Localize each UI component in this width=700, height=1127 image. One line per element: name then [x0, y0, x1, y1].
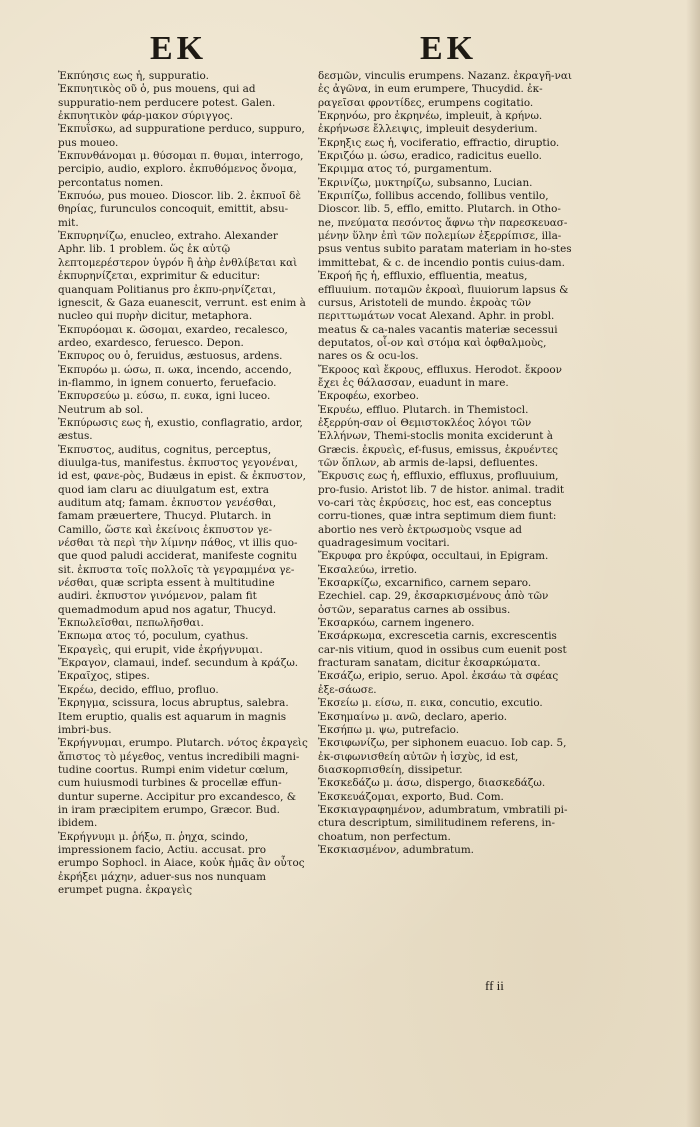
- dictionary-entry: Ἐκροή ῆς ἡ, effluxio, effluentia, meatus, effluuium. ποταμῶν ἐκροαὶ, fluuiorum lapsus & cursus, Aristoteli de mundo. ἐκροὰς τῶν περιττωμάτων vocat Alexand. Aphr. in probl. meatus & ca-nales vacantis materiæ secessui deputatos, οἷ-ον καὶ στόμα καὶ ὀφθαλμοὺς, nares os & ocu-los.: [318, 270, 569, 363]
- dictionary-entry: Ἔκροος καὶ ἔκρους, effluxus. Herodot. ἔκροον ἔχει ἐς θάλασσαν, euadunt in mare.: [318, 363, 562, 389]
- page-header: [0, 30, 700, 74]
- dictionary-entry: Ἐκσείω μ. είσω, π. εικα, concutio, excutio.: [318, 697, 543, 710]
- dictionary-entry: Ἐκραγεὶς, qui erupit, vide ἐκρήγνυμαι.: [58, 643, 263, 656]
- dictionary-entry: Ἐκσιφωνίζω, per siphonem euacuo. Iob cap. 5, ἐκ-σιφωνισθείη αὐτῶν ἡ ἰσχὺς, id est, διασκορπισθείη, dissipetur.: [318, 737, 567, 776]
- dictionary-entry: Ἐκπυρόομαι κ. ῶσομαι, exardeo, recalesco, ardeo, exardesco, feruesco. Depon.: [58, 323, 288, 349]
- right-column: [318, 70, 576, 857]
- dictionary-entry: Ἐκρέω, decido, effluo, profluo.: [58, 683, 219, 696]
- dictionary-entry: Ἐκπυρσεύω μ. εύσω, π. ευκα, igni luceo. Neutrum ab sol.: [58, 390, 271, 416]
- dictionary-entry: Ἐκρηνόω, pro ἐκρηνέω, impleuit, à κρήνω. ἐκρήνωσε ἔλλειψις, impleuit desyderium.: [318, 110, 543, 136]
- dictionary-entry: Ἐκσκευάζομαι, exporto, Bud. Com.: [318, 790, 504, 803]
- dictionary-entry: Ἐκσαλεύω, irretio.: [318, 563, 418, 576]
- dictionary-entry: Ἐκπυρος ου ὁ, feruidus, æstuosus, ardens.: [58, 350, 283, 363]
- dictionary-entry: Ἐκπυΐσκω, ad suppuratione perduco, suppuro, pus moueo.: [58, 123, 305, 149]
- dictionary-entry: Ἐκπύρωσις εως ἡ, exustio, conflagratio, ardor, æstus.: [58, 416, 303, 443]
- page-edge-shadow: [686, 0, 700, 1127]
- running-head-left: EK: [150, 30, 208, 67]
- dictionary-entry: Ἐκπυρόω μ. ώσω, π. ωκα, incendo, accendo, in-flammo, in ignem conuerto, feruefacio.: [58, 363, 292, 389]
- dictionary-entry: Ἐκσάρκωμα, excrescetia carnis, excrescentis car-nis vitium, quod in ossibus cum euenit post fracturam sanatam, dicitur ἐκσαρκώματα.: [318, 630, 567, 670]
- dictionary-entry: Ἐκριπίζω, follibus accendo, follibus ventilo, Dioscor. lib. 5, efflo, emitto. Plutarch. in Otho-ne, πνεύματα πεσόντος ἄφνω τὴν παρεσκευασ-μένην ὕλην ἐπὶ τῶν πολεμίων ἐξερρίπισε, illa-psus ventus subito paratam materiam in ho-stes immittebat, & c. de incendio pontis cuius-dam.: [318, 190, 572, 269]
- dictionary-entry: Ἔκρυφα pro ἐκρύφα, occultaui, in Epigram.: [318, 550, 549, 563]
- dictionary-entry: Ἐκπυόω, pus moueo. Dioscor. lib. 2. ἐκπυοῖ δὲ θηρίας, furunculos concoquit, emittit, absu-mit.: [58, 190, 301, 229]
- running-head-right: EK: [420, 30, 478, 67]
- dictionary-entry: Ἐκσκιαγραφημένον, adumbratum, vmbratili pi-ctura descriptum, similitudinem referens, in-choatum, non perfectum.: [318, 803, 568, 843]
- dictionary-entry: Ἐκσαρκόω, carnem ingenero.: [318, 617, 475, 630]
- dictionary-entry: Ἐκριμμα ατος τό, purgamentum.: [318, 163, 492, 176]
- dictionary-entry: Ἐκπωμα ατος τό, poculum, cyathus.: [58, 630, 249, 643]
- left-column: [58, 70, 308, 897]
- dictionary-entry: Ἐκριζόω μ. ώσω, eradico, radicitus euello.: [318, 150, 542, 163]
- dictionary-entry: Ἔκρυσις εως ἡ, effluxio, effluxus, profluuium, pro-fusio. Aristot lib. 7 de histor. animal. tradit vo-cari τὰς ἐκρύσεις, hoc est, eas conceptus corru-tiones, quæ intra septimum diem fiunt: abortio nes verò ἐκτρωσμοὺς vsque ad quadragesimum vocitari.: [318, 470, 565, 550]
- dictionary-entry: Ἐκσήπω μ. ψω, putrefacio.: [318, 723, 460, 736]
- dictionary-entry: Ἐκπυητικὸς οῦ ὁ, pus mouens, qui ad suppuratio-nem perducere potest. Galen. ἐκπυητικὸν φάρ-μακον σύριγγος.: [58, 83, 276, 123]
- dictionary-entry: Ἐκσαρκίζω, excarnifico, carnem separo. Ezechiel. cap. 29, ἐκσαρκισμένους ἀπὸ τῶν ὀστῶν, separatus carnes ab ossibus.: [318, 577, 549, 616]
- dictionary-entry: Ἐκπυρηνίζω, enucleo, extraho. Alexander Aphr. lib. 1 problem. ὥς ἐκ αὐτῷ λεπτομερέστερον ὑγρόν ἢ ἀὴρ ἐνθλίβεται καὶ ἐκπυρηνίζεται, exprimitur & educitur: quanquam Politianus pro ἐκπυ-ρηνίζεται, ignescit, & Gaza euanescit, verrunt. est enim à nucleo qui πυρὴν dicitur, metaphora.: [58, 230, 306, 323]
- dictionary-entry: δεσμῶν, vinculis erumpens. Nazanz. ἐκραγῆ-ναι ἐς ἀγῶνα, in eum erumpere, Thucydid. ἐκ-ραγεῖσαι φροντίδες, erumpens cogitatio.: [318, 70, 572, 109]
- dictionary-entry: Ἐκπύησις εως ἡ, suppuratio.: [58, 70, 209, 82]
- dictionary-entry: Ἐκροφέω, exorbeo.: [318, 390, 419, 403]
- dictionary-entry: Ἐκρηξις εως ἡ, vociferatio, effractio, diruptio.: [318, 136, 560, 149]
- signature-mark: ff ii: [485, 978, 504, 993]
- dictionary-entry: Ἐκπυνθάνομαι μ. θύσομαι π. θυμαι, interrogo, percipio, audio, exploro. ἐκπυθόμενος ὄνομα, percontatus nomen.: [58, 150, 304, 189]
- dictionary-entry: Ἐκρινίζω, μυκτηρίζω, subsanno, Lucian.: [318, 176, 533, 189]
- dictionary-entry: Ἐκσημαίνω μ. ανῶ, declaro, aperio.: [318, 710, 508, 723]
- dictionary-entry: Ἐκπυστος, auditus, cognitus, perceptus, diuulga-tus, manifestus. ἐκπυστος γεγονέναι, id est, φανε-ρὸς, Budæus in epist. & ἐκπυστον, quod iam claru ac diuulgatum est, extra auditum atq; famam. ἐκπυστον γενέσθαι, famam præuertere, Thucyd. Plutarch. in Camillo, ὥστε καὶ ἐκείνοις ἐκπυστον γε-νέσθαι τὰ περὶ τὴν λίμνην πάθος, vt illis quo-que quod paludi acciderat, manifeste cognitu sit. ἐκπυστα τοῖς πολλοῖς τὰ γεγραμμένα γε-νέσθαι, quæ scripta essent à multitudine audiri. ἐκπυστον γινόμενον, palam fit quemadmodum apud nos agatur, Thucyd.: [58, 443, 306, 616]
- dictionary-entry: Ἔκραγον, clamaui, indef. secundum à κράζω.: [58, 657, 299, 670]
- dictionary-entry: Ἐκπωλεῖσθαι, πεπωλῆσθαι.: [58, 617, 204, 630]
- dictionary-entry: Ἐκσάζω, eripio, seruo. Apol. ἐκσάω τὰ σφέας ἐξε-σάωσε.: [318, 670, 559, 696]
- dictionary-entry: Ἐκρυέω, effluo. Plutarch. in Themistocl. ἐξερρύη-σαν οἱ Θεμιστοκλέος λόγοι τῶν Ἑλλήνων, Themi-stoclis monita exciderunt à Græcis. ἐκρυεὶς, ef-fusus, emissus, ἐκρυέντες τῶν ὅπλων, ab armis de-lapsi, defluentes.: [318, 403, 558, 469]
- dictionary-entry: Ἐκσκιασμένον, adumbratum.: [318, 843, 474, 856]
- dictionary-entry: Ἐκσκεδάζω μ. άσω, dispergo, διασκεδάζω.: [318, 777, 546, 790]
- dictionary-entry: Ἐκρήγνυμι μ. ῥήξω, π. ῥηχα, scindo, impressionem facio, Actiu. accusat. pro erumpo Sophocl. in Aiace, κοὐκ ἡμᾶς ἂν οὗτος ἐκρήξει μάχην, aduer-sus nos nunquam erumpet pugna. ἐκραγεὶς: [58, 830, 305, 896]
- dictionary-entry: Ἐκραῖχος, stipes.: [58, 670, 150, 683]
- dictionary-entry: Ἐκρηγμα, scissura, locus abruptus, salebra. Item eruptio, qualis est aquarum in magnis imbri-bus.: [58, 697, 289, 736]
- dictionary-entry: Ἐκρήγνυμαι, erumpo. Plutarch. νότος ἐκραγεὶς ἄπιστος τὸ μέγεθος, ventus incredibili magni-tudine coortus. Rumpi enim videtur cœlum, cum huiusmodi turbines & procellæ effun-duntur superne. Accipitur pro excandesco, & in iram præcipitem erumpo, Græcor. Bud. ibidem.: [58, 737, 308, 830]
